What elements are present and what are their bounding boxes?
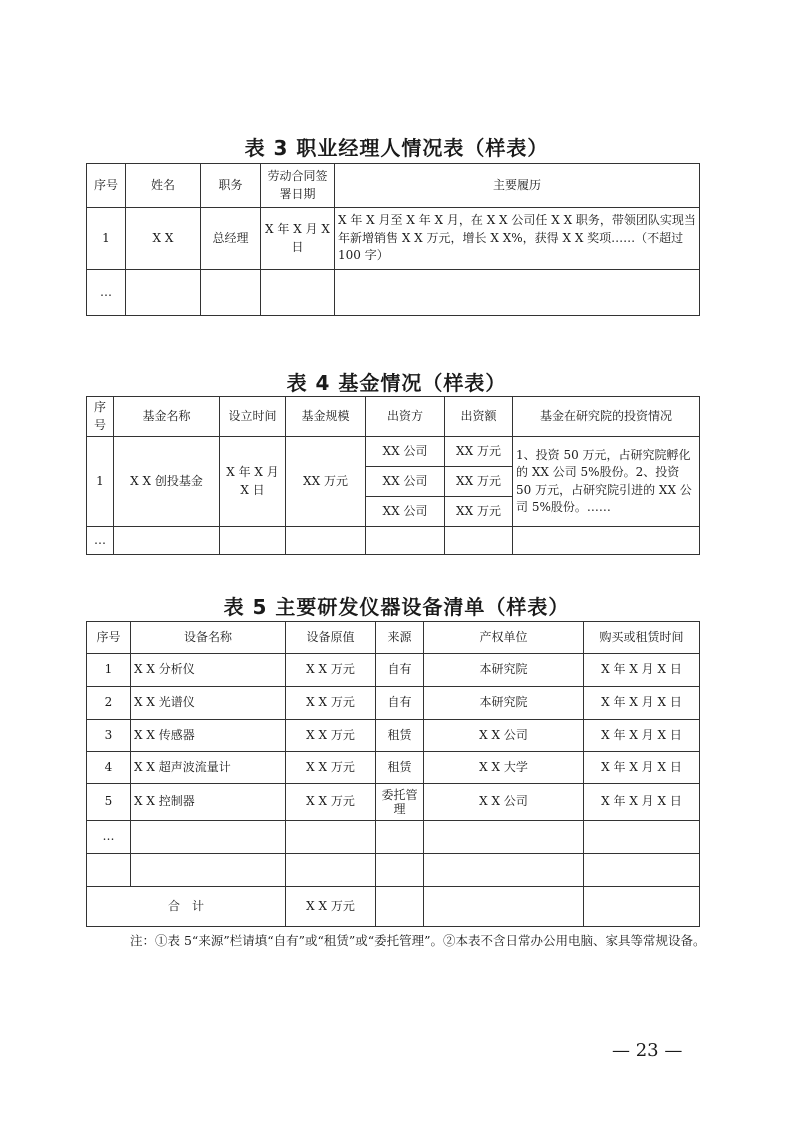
header-investor: 出资方 <box>366 397 445 437</box>
table4 <box>86 396 700 555</box>
cell-no: 1 <box>87 437 114 527</box>
cell-device-name: X X 分析仪 <box>131 654 286 687</box>
cell-investor: XX 公司 <box>366 437 445 467</box>
cell-amount: XX 万元 <box>445 497 513 527</box>
cell-amount: XX 万元 <box>445 437 513 467</box>
cell-device-name: X X 传感器 <box>131 720 286 752</box>
header-investment: 基金在研究院的投资情况 <box>513 397 700 437</box>
cell-date: X 年 X 月 X 日 <box>261 208 335 270</box>
cell-investor: XX 公司 <box>366 467 445 497</box>
table-row <box>87 784 700 821</box>
header-no: 序号 <box>87 622 131 654</box>
table-row <box>87 654 700 687</box>
table-row <box>87 752 700 784</box>
cell-name: X X <box>126 208 201 270</box>
cell-value: X X 万元 <box>286 720 376 752</box>
cell-value: X X 万元 <box>286 687 376 720</box>
cell-investment: 1、投资 50 万元，占研究院孵化的 XX 公司 5%股份。2、投资 50 万元，占研究院引进的 XX 公司 5%股份。…… <box>513 437 700 527</box>
table-row <box>87 821 700 854</box>
cell-position: 总经理 <box>201 208 261 270</box>
cell-ellipsis: … <box>87 821 131 854</box>
cell-resume: X 年 X 月至 X 年 X 月，在 X X 公司任 X X 职务，带领团队实现当年新增销售 X X 万元，增长 X X%，获得 X X 奖项……（不超过 100 字） <box>335 208 700 270</box>
header-fund-name: 基金名称 <box>114 397 220 437</box>
table5 <box>86 621 700 927</box>
table-row <box>87 527 700 555</box>
table3-title: 表 3 职业经理人情况表（样表） <box>244 136 549 160</box>
cell-no: 3 <box>87 720 131 752</box>
table-row <box>87 854 700 887</box>
table-row <box>87 208 700 270</box>
header-contract-date: 劳动合同签署日期 <box>261 164 335 208</box>
cell-time: X 年 X 月 X 日 <box>584 720 700 752</box>
cell-device-name: X X 控制器 <box>131 784 286 821</box>
cell-no: 2 <box>87 687 131 720</box>
cell-source: 委托管理 <box>376 784 424 821</box>
header-no: 序号 <box>87 397 114 437</box>
cell-owner: 本研究院 <box>424 654 584 687</box>
cell-value: X X 万元 <box>286 784 376 821</box>
header-amount: 出资额 <box>445 397 513 437</box>
header-established: 设立时间 <box>220 397 286 437</box>
cell-no: 1 <box>87 208 126 270</box>
table4-title: 表 4 基金情况（样表） <box>286 371 507 395</box>
total-value: X X 万元 <box>286 887 376 927</box>
cell-time: X 年 X 月 X 日 <box>584 784 700 821</box>
cell-value: X X 万元 <box>286 752 376 784</box>
cell-owner: X X 公司 <box>424 784 584 821</box>
table-total-row <box>87 887 700 927</box>
table-row <box>87 437 700 467</box>
table4-header-row <box>87 397 700 437</box>
header-resume: 主要履历 <box>335 164 700 208</box>
cell-fund-name: X X 创投基金 <box>114 437 220 527</box>
cell-time: X 年 X 月 X 日 <box>584 687 700 720</box>
cell-source: 自有 <box>376 687 424 720</box>
page-number: — 23 — <box>612 1040 683 1061</box>
table5-title: 表 5 主要研发仪器设备清单（样表） <box>223 595 570 619</box>
header-device-name: 设备名称 <box>131 622 286 654</box>
header-time: 购买或租赁时间 <box>584 622 700 654</box>
table-row <box>87 720 700 752</box>
header-no: 序号 <box>87 164 126 208</box>
table3 <box>86 163 700 316</box>
cell-time: X 年 X 月 X 日 <box>584 752 700 784</box>
table3-header-row <box>87 164 700 208</box>
cell-ellipsis: … <box>87 527 114 555</box>
cell-time: X 年 X 月 X 日 <box>584 654 700 687</box>
header-original-value: 设备原值 <box>286 622 376 654</box>
header-owner: 产权单位 <box>424 622 584 654</box>
cell-date: X 年 X 月 X 日 <box>220 437 286 527</box>
cell-ellipsis: … <box>87 270 126 316</box>
total-label: 合 计 <box>87 887 286 927</box>
cell-owner: 本研究院 <box>424 687 584 720</box>
cell-value: X X 万元 <box>286 654 376 687</box>
header-position: 职务 <box>201 164 261 208</box>
cell-owner: X X 大学 <box>424 752 584 784</box>
cell-investor: XX 公司 <box>366 497 445 527</box>
cell-source: 租赁 <box>376 752 424 784</box>
cell-source: 自有 <box>376 654 424 687</box>
header-fund-scale: 基金规模 <box>286 397 366 437</box>
cell-device-name: X X 光谱仪 <box>131 687 286 720</box>
header-source: 来源 <box>376 622 424 654</box>
cell-source: 租赁 <box>376 720 424 752</box>
cell-amount: XX 万元 <box>445 467 513 497</box>
cell-owner: X X 公司 <box>424 720 584 752</box>
cell-no: 1 <box>87 654 131 687</box>
table-row <box>87 270 700 316</box>
header-name: 姓名 <box>126 164 201 208</box>
cell-device-name: X X 超声波流量计 <box>131 752 286 784</box>
table-row <box>87 687 700 720</box>
cell-scale: XX 万元 <box>286 437 366 527</box>
cell-no: 5 <box>87 784 131 821</box>
cell-no: 4 <box>87 752 131 784</box>
table5-header-row <box>87 622 700 654</box>
table-note: 注：①表 5“来源”栏请填“自有”或“租赁”或“委托管理”。②本表不含日常办公用电脑、家具等常规设备。 <box>130 933 706 948</box>
